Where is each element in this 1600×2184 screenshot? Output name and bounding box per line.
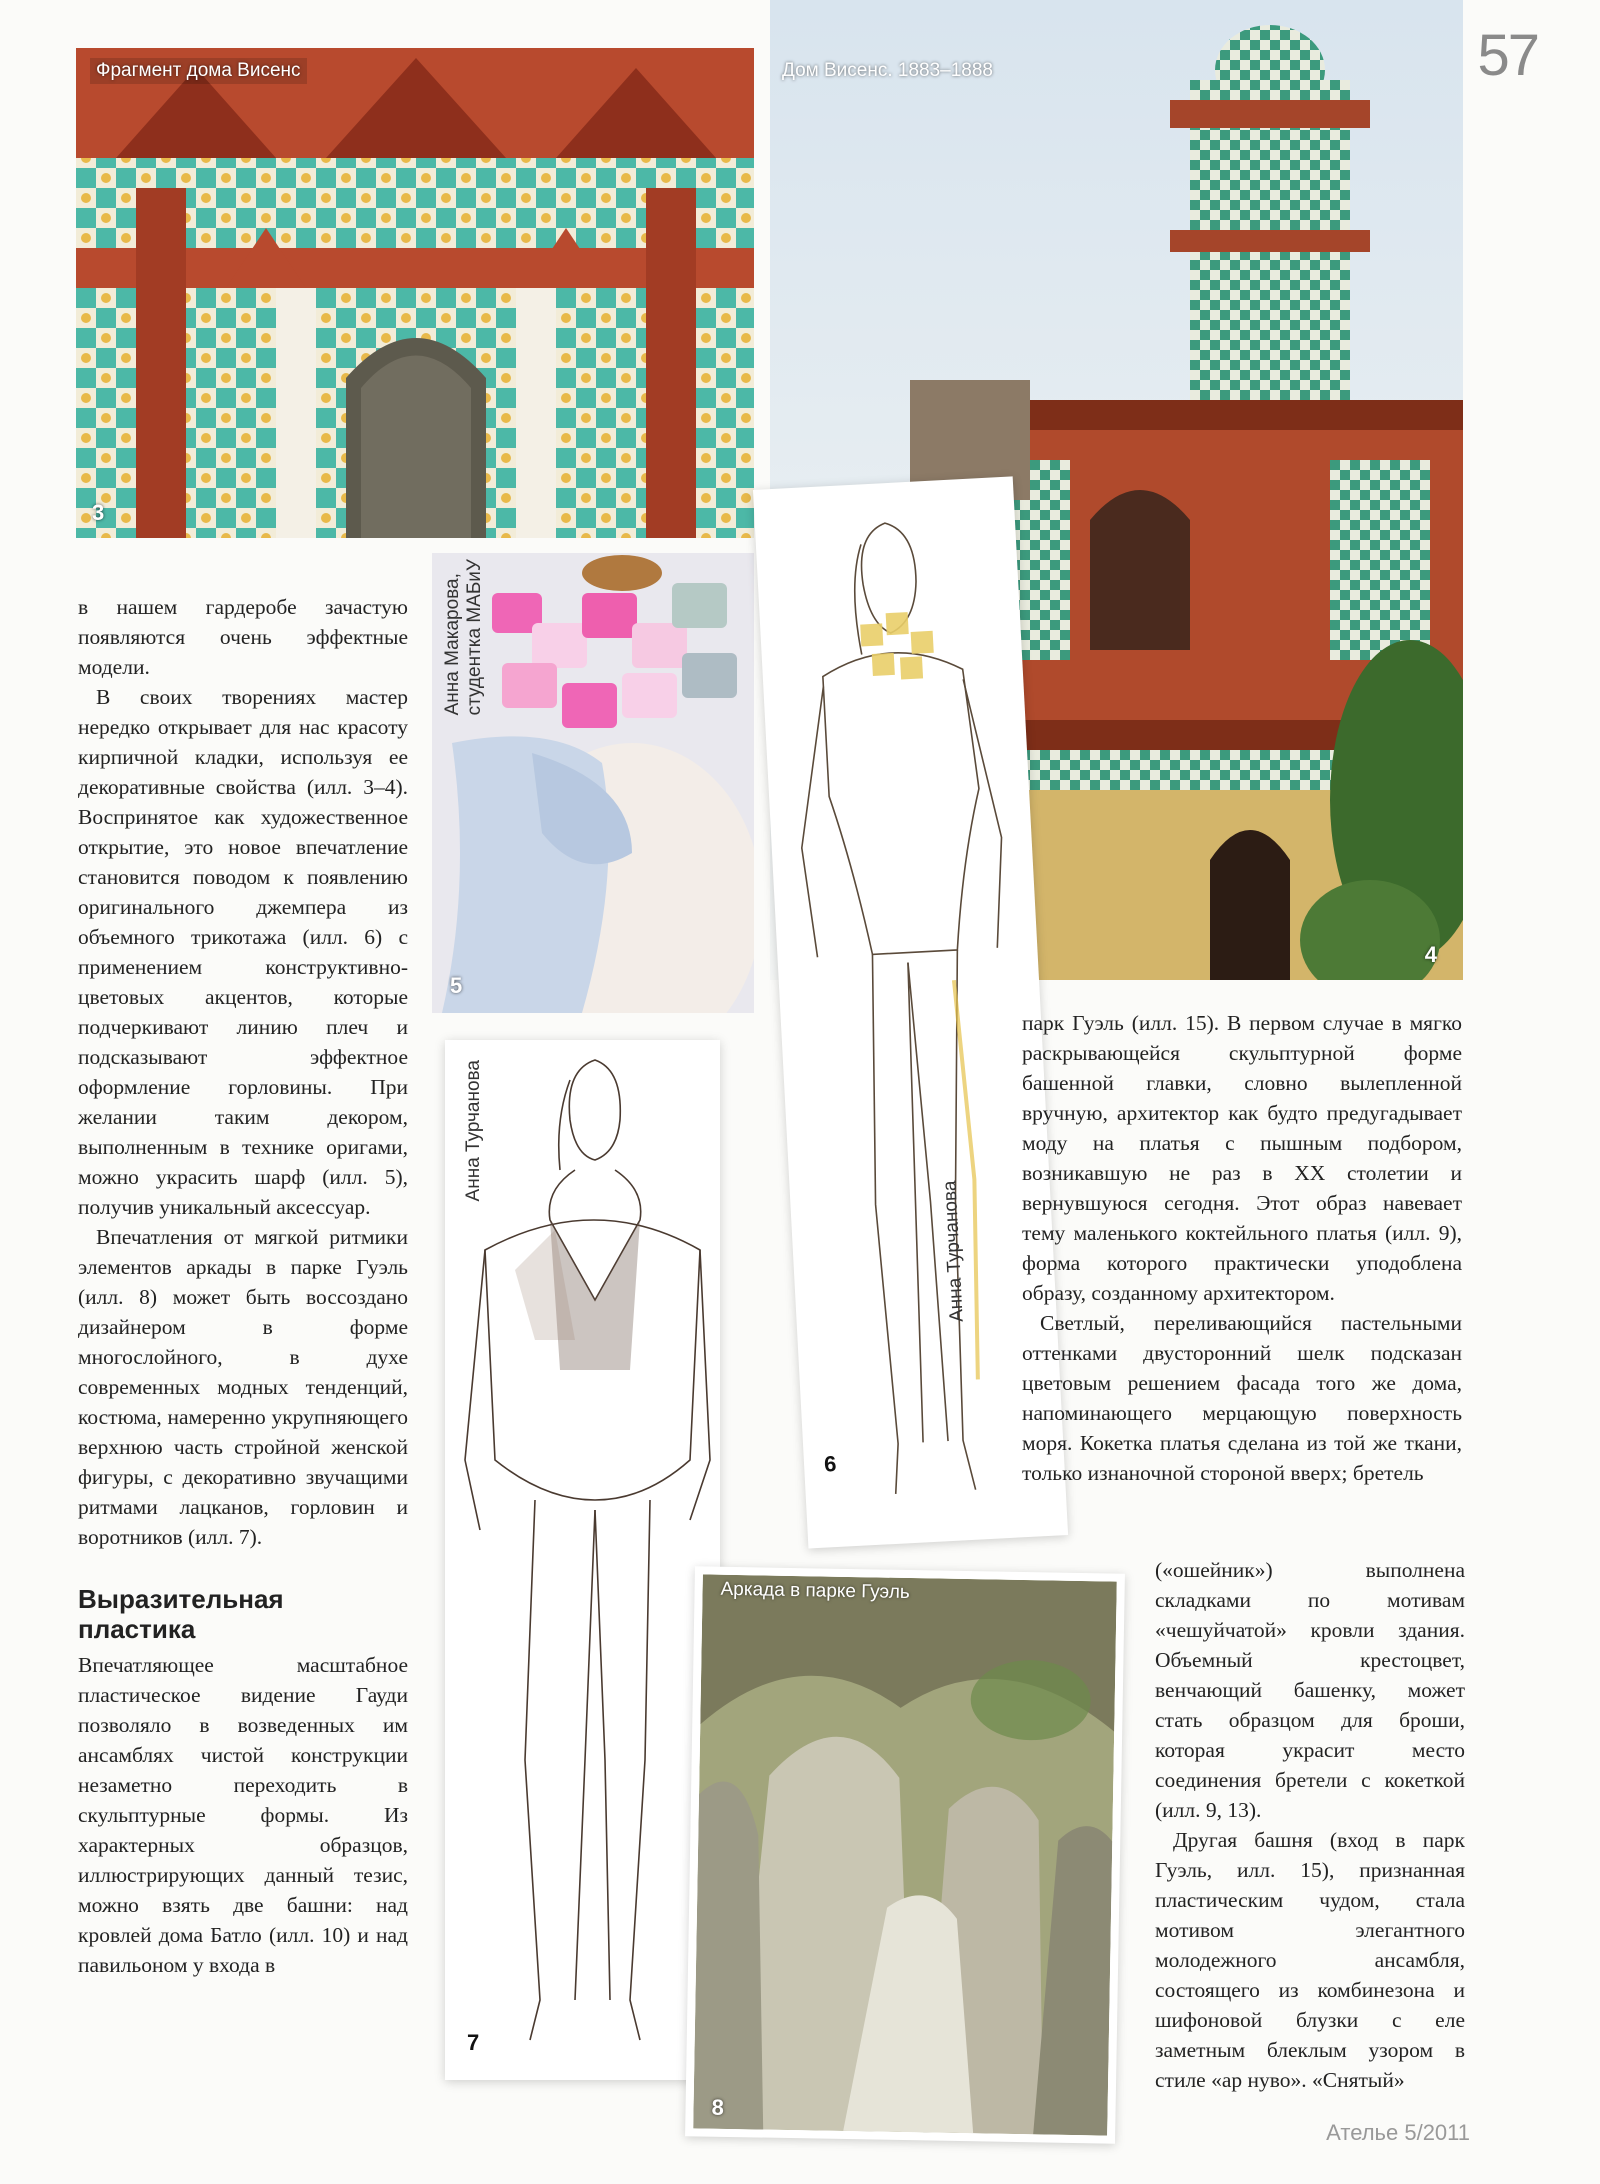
figure-5-author: Анна Макарова, студентка МАБиУ [442,559,485,716]
section-heading: Выразительная пластика [78,1584,284,1644]
right-text-column-top [1022,1008,1462,1488]
right-text-column-bottom [1155,1555,1465,2095]
left-text-column [78,592,408,1980]
left-paragraph-1: в нашем гардеробе зачастую появляются очень эффектные модели. [78,595,408,679]
magazine-footer: Ателье 5/2011 [1326,2120,1470,2145]
right-paragraph-1: парк Гуэль (илл. 15). В первом случае в мягко раскрывающейся скульптурной форме башенной главки, словно вылепленной вручную, архитектор как будто предугадывает моду на платья с пышным подбором, возникавшую не раз в XX столетии и вернувшуюся сегодня. Этот образ навевает тему маленького коктейльного платья (илл. 9), форма которого практически уподоблена образу, созданному архитектором. [1022,1011,1462,1305]
right-paragraph-2: Светлый, переливающийся пастельными оттенками двусторонний шелк подсказан цветовым решением фасада того же дома, напоминающего мерцающую поверхность моря. Кокетка платья сделана из той же ткани, только изнаночной стороной вверх; бретель [1022,1311,1462,1485]
figure-7-sketch-suit [445,1040,720,2080]
figure-5-number: 5 [450,973,463,998]
figure-4-caption: Дом Висенс. 1883–1888 [782,60,993,81]
left-paragraph-3: Впечатления от мягкой ритмики элементов аркады в парке Гуэль (илл. 8) может быть воссоздано дизайнером в форме многослойного, в духе современных модных тенденций, костюма, намеренно укрупняющего верхнюю часть стройной женской фигуры, с декоративно звучащими ритмами лацканов, горловин и воротников (илл. 7). [78,1225,408,1549]
left-paragraph-4: Впечатляющее масштабное пластическое видение Гауди позволяло в возведенных им ансамблях чистой конструкции незаметно переходить в скульптурные формы. Из характерных образцов, иллюстрирующих данный тезис, можно взять две башни: над кровлей дома Батло (илл. 10) и над павильоном у входа в [78,1653,408,1977]
figure-6-number: 6 [823,1450,837,1477]
figure-6-author: Анна Турчанова [939,1180,968,1323]
arcade-image [693,1574,1117,2135]
figure-7-number: 7 [467,2030,480,2055]
figure-3-facade-fragment [76,48,754,538]
figure-3-number: 3 [92,500,105,525]
figure-8-caption: Аркада в парке Гуэль [720,1578,910,1604]
figure-4-number: 4 [1424,942,1437,967]
figure-8-arcade [685,1566,1125,2143]
figure-6-sketch-jumper [753,476,1068,1548]
suit-sketch-image [445,1040,720,2080]
figure-5-scarf [432,553,754,1013]
left-paragraph-2: В своих творениях мастер нередко открывает для нас красоту кирпичной кладки, используя ее декоративные свойства (илл. 3–4). Воспринятое как художественное открытие, это новое впечатление становится поводом к появлению оригинального джемпера из объемного трикотажа (илл. 6) с применением конструктивно-цветовых акцентов, которые подчеркивают линию плеч и подсказывают эффектное оформление горловины. При желании таким декором, выполненным в технике оригами, можно украсить шарф (илл. 5), получив уникальный аксессуар. [78,685,408,1219]
page-number: 57 [1477,23,1538,88]
right-paragraph-4: Другая башня (вход в парк Гуэль, илл. 15), признанная пластическим чудом, стала мотивом элегантного молодежного ансамбля, состоящего из комбинезона и шифоновой блузки с еле заметным блеклым узором в стиле «ар нуво». «Снятый» [1155,1828,1465,2092]
figure-7-author: Анна Турчанова [463,1060,484,1202]
figure-3-caption: Фрагмент дома Висенс [90,58,307,84]
facade-fragment-image [76,48,754,538]
figure-8-number: 8 [711,2094,725,2120]
jumper-sketch-image [753,476,1068,1548]
right-paragraph-3: («ошейник») выполнена складками по мотивам «чешуйчатой» кровли здания. Объемный крестоцвет, венчающий башенку, может стать образцом для броши, которая украсит место соединения бретели с кокеткой (илл. 9, 13). [1155,1558,1465,1822]
